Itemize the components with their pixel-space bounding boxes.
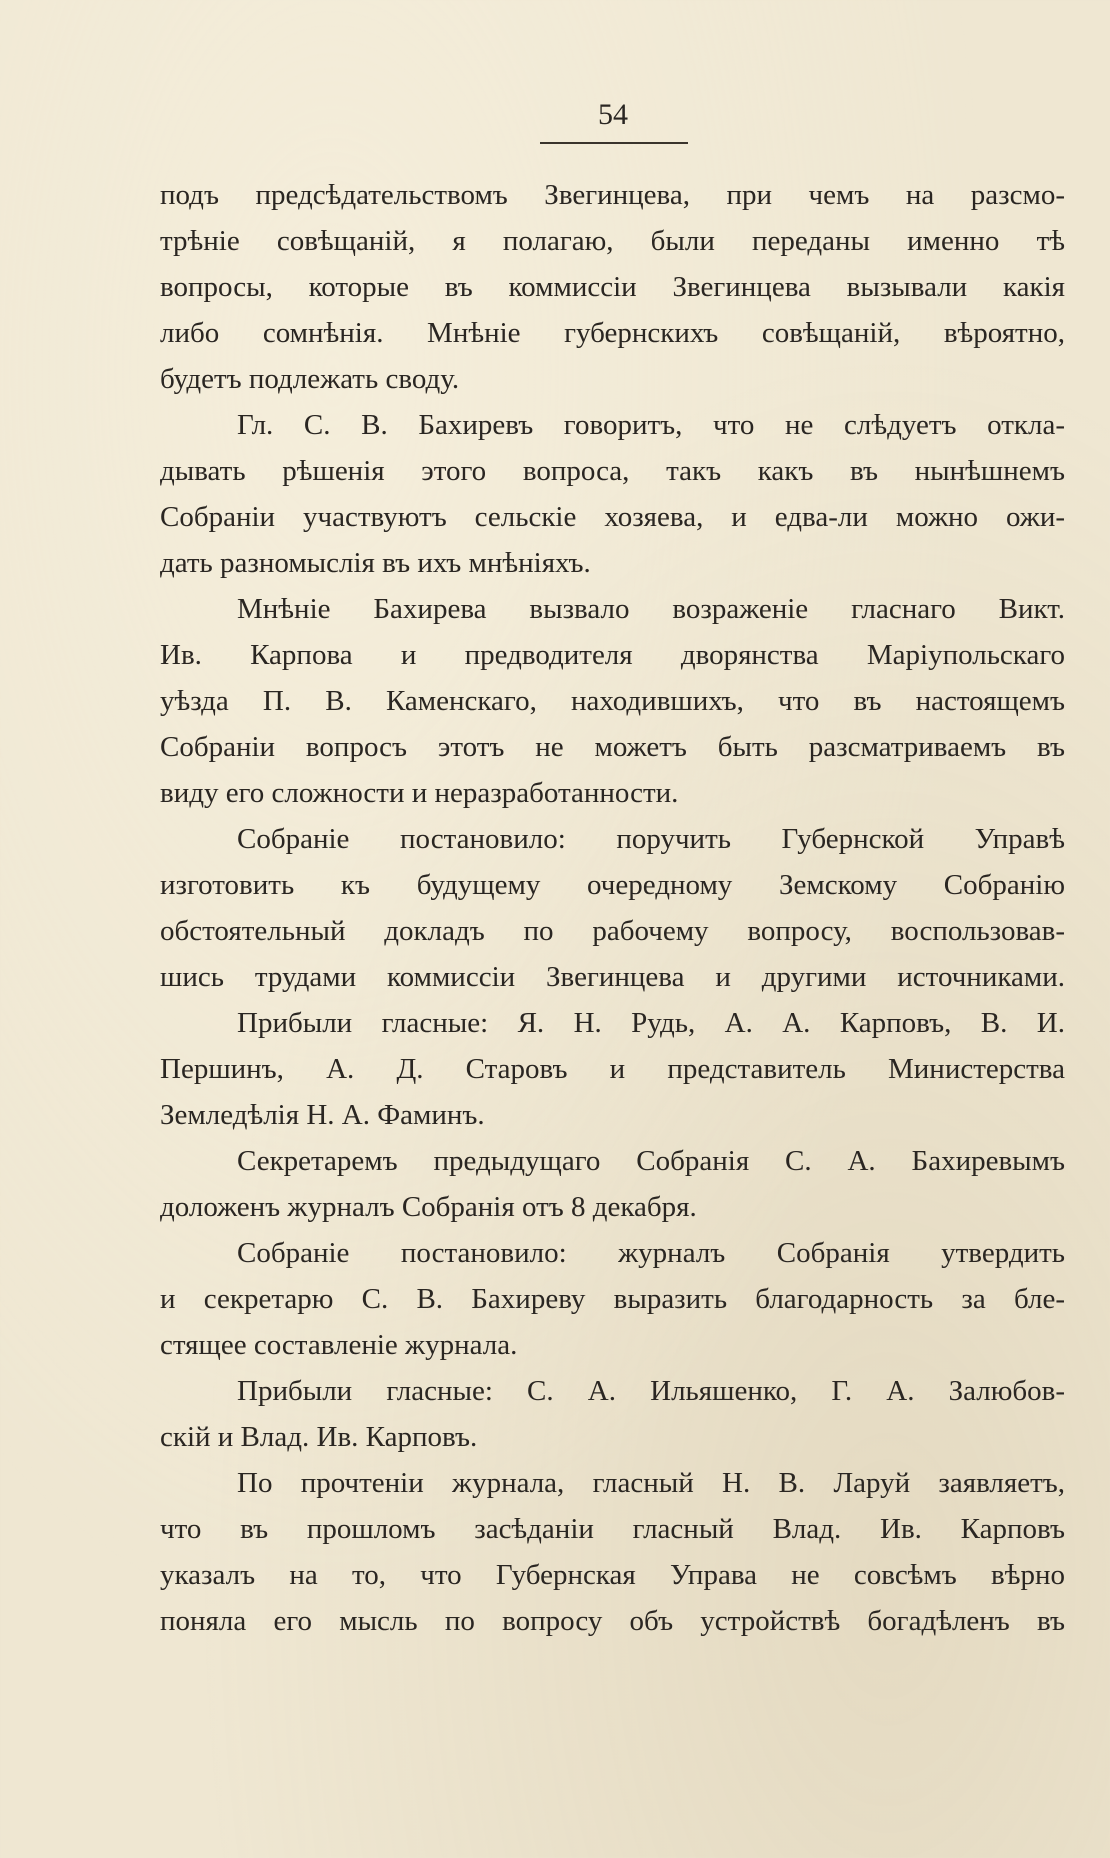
text-line: указалъ на то, что Губернская Управа не совсѣмъ вѣрно [160, 1559, 1065, 1591]
text-line: обстоятельный докладъ по рабочему вопросу, воспользовав- [160, 915, 1065, 947]
page-number: 54 [598, 98, 628, 131]
text-line: Гл. С. В. Бахиревъ говоритъ, что не слѣдуетъ откла- [237, 409, 1065, 441]
text-line: вопросы, которые въ коммиссіи Звегинцева вызывали какія [160, 271, 1065, 303]
text-line: шись трудами коммиссіи Звегинцева и другими источниками. [160, 961, 1065, 993]
text-line: Мнѣніе Бахирева вызвало возраженіе гласнаго Викт. [237, 593, 1065, 625]
text-line: поняла его мысль по вопросу объ устройствѣ богадѣленъ въ [160, 1605, 1065, 1637]
text-line: Собраніи участвуютъ сельскіе хозяева, и едва-ли можно ожи- [160, 501, 1065, 533]
text-line: дать разномыслія въ ихъ мнѣніяхъ. [160, 547, 591, 579]
text-line: доложенъ журналъ Собранія отъ 8 декабря. [160, 1191, 697, 1223]
text-line: По прочтеніи журнала, гласный Н. В. Ларуй заявляетъ, [237, 1467, 1065, 1499]
text-line: дывать рѣшенія этого вопроса, такъ какъ въ нынѣшнемъ [160, 455, 1065, 487]
text-line: уѣзда П. В. Каменскаго, находившихъ, что въ настоящемъ [160, 685, 1065, 717]
text-line: Секретаремъ предыдущаго Собранія С. А. Бахиревымъ [237, 1145, 1065, 1177]
text-line: либо сомнѣнія. Мнѣніе губернскихъ совѣщаній, вѣроятно, [160, 317, 1065, 349]
text-line: Прибыли гласные: Я. Н. Рудь, А. А. Карповъ, В. И. [237, 1007, 1065, 1039]
text-line: что въ прошломъ засѣданіи гласный Влад. Ив. Карповъ [160, 1513, 1065, 1545]
text-line: подъ предсѣдательствомъ Звегинцева, при чемъ на разсмо- [160, 179, 1065, 211]
body-text [160, 172, 1065, 1644]
text-line: трѣніе совѣщаній, я полагаю, были переданы именно тѣ [160, 225, 1065, 257]
text-line: скій и Влад. Ив. Карповъ. [160, 1421, 478, 1453]
text-line: стящее составленіе журнала. [160, 1329, 518, 1361]
text-line: изготовить къ будущему очередному Земскому Собранію [160, 869, 1065, 901]
text-line: будетъ подлежать своду. [160, 363, 460, 395]
text-line: и секретарю С. В. Бахиреву выразить благодарность за бле- [160, 1283, 1065, 1315]
text-line: Собраніе постановило: журналъ Собранія утвердить [237, 1237, 1065, 1269]
text-line: виду его сложности и неразработанности. [160, 777, 679, 809]
text-line: Першинъ, А. Д. Старовъ и представитель Министерства [160, 1053, 1065, 1085]
text-line: Земледѣлія Н. А. Фаминъ. [160, 1099, 485, 1131]
text-line: Ив. Карпова и предводителя дворянства Маріупольскаго [160, 639, 1065, 671]
text-line: Прибыли гласные: С. А. Ильяшенко, Г. А. Залюбов- [237, 1375, 1065, 1407]
text-line: Собраніи вопросъ этотъ не можетъ быть разсматриваемъ въ [160, 731, 1065, 763]
text-line: Собраніе постановило: поручить Губернской Управѣ [237, 823, 1065, 855]
page-number-rule [540, 142, 688, 144]
